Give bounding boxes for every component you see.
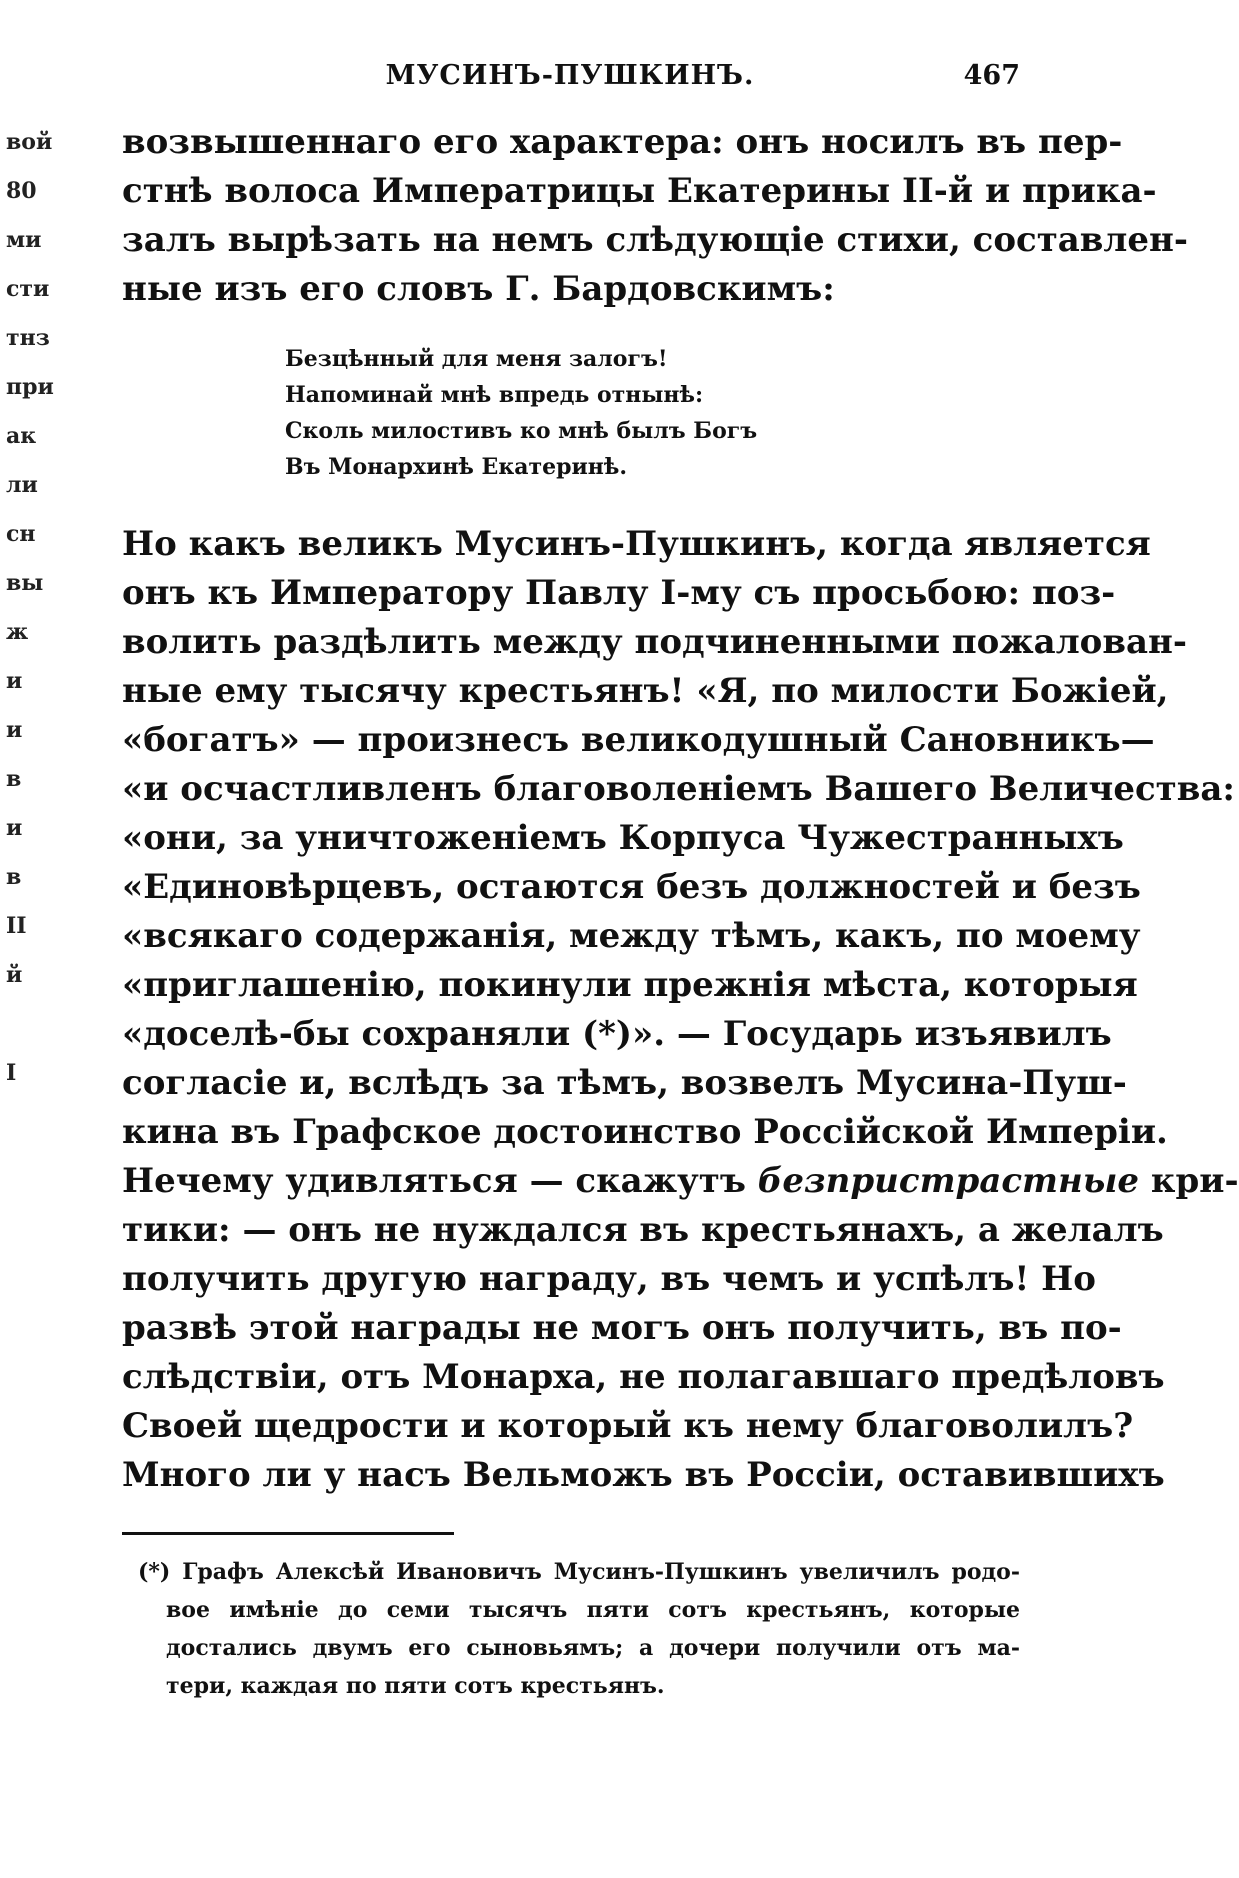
margin-fragment: ми: [6, 227, 42, 253]
margin-fragment: и: [6, 717, 23, 743]
page-number: 467: [963, 60, 1020, 91]
text-line: стнѣ волоса Императрицы Екатерины II-й и прика-: [122, 171, 1157, 211]
text-line: тики: — онъ не нуждался въ крестьянахъ, а желалъ: [122, 1210, 1164, 1250]
text-line: согласіе и, вслѣдъ за тѣмъ, возвелъ Мусина-Пуш-: [122, 1063, 1127, 1103]
italic-word: безпристрастные: [757, 1161, 1140, 1201]
verse-line: Напоминай мнѣ впредь отнынѣ:: [285, 382, 704, 408]
margin-fragment: при: [6, 374, 54, 400]
text-line: кина въ Графское достоинство Россійской Имперіи.: [122, 1112, 1168, 1152]
text-line: «Единовѣрцевъ, остаются безъ должностей и безъ: [122, 867, 1141, 907]
text-line: ные изъ его словъ Г. Бардовскимъ:: [122, 269, 835, 309]
margin-fragment: I: [6, 1060, 17, 1086]
text-line: Своей щедрости и который къ нему благоволилъ?: [122, 1406, 1134, 1446]
margin-fragment: 80: [6, 178, 37, 204]
footnote-line: (*) Графъ Алексѣй Ивановичъ Мусинъ-Пушкинъ увеличилъ родо-: [138, 1559, 1020, 1585]
verse-inscription: [285, 341, 845, 485]
running-title: МУСИНЪ-ПУШКИНЪ.: [385, 60, 755, 91]
adjacent-page-margin-fragments: [6, 118, 56, 1098]
text-line: «и осчастливленъ благоволеніемъ Вашего Величества:: [122, 769, 1235, 809]
verse-line: Сколь милостивъ ко мнѣ былъ Богъ: [285, 418, 758, 444]
footnote-line: достались двумъ его сыновьямъ; а дочери получили отъ ма-: [166, 1635, 1020, 1661]
text-line: получить другую награду, въ чемъ и успѣлъ! Но: [122, 1259, 1096, 1299]
margin-fragment: и: [6, 668, 23, 694]
margin-fragment: вы: [6, 570, 44, 596]
paragraph-1: [122, 118, 1189, 314]
margin-fragment: в: [6, 766, 22, 792]
margin-fragment: ли: [6, 472, 38, 498]
text-line: Но какъ великъ Мусинъ-Пушкинъ, когда является: [122, 524, 1151, 564]
margin-fragment: сти: [6, 276, 50, 302]
text-line: развѣ этой награды не могъ онъ получить, въ по-: [122, 1308, 1122, 1348]
margin-fragment: ак: [6, 423, 37, 449]
text-segment: кри-: [1150, 1161, 1239, 1201]
text-line: волить раздѣлить между подчиненными пожалован-: [122, 622, 1187, 662]
text-line: «доселѣ-бы сохраняли (*)». — Государь изъявилъ: [122, 1014, 1112, 1054]
margin-fragment: сн: [6, 521, 36, 547]
margin-fragment: тнз: [6, 325, 50, 351]
text-segment: Нечему удивляться — скажутъ: [122, 1161, 746, 1201]
text-line: «всякаго содержанія, между тѣмъ, какъ, по моему: [122, 916, 1141, 956]
margin-fragment: [6, 1000, 56, 1049]
text-line-with-italic: [122, 1157, 1239, 1206]
text-line: «они, за уничтоженіемъ Корпуса Чужестранныхъ: [122, 818, 1124, 858]
margin-fragment: II: [6, 913, 27, 939]
footnote: [138, 1553, 1020, 1705]
footnote-line: вое имѣніе до семи тысячъ пяти сотъ крестьянъ, которые: [166, 1597, 1020, 1623]
footnote-line: тери, каждая по пяти сотъ крестьянъ.: [166, 1673, 665, 1699]
paragraph-2: [122, 520, 1239, 1500]
margin-fragment: вой: [6, 129, 53, 155]
running-head: [120, 60, 1020, 100]
margin-fragment: в: [6, 864, 22, 890]
text-line: онъ къ Императору Павлу I-му съ просьбою: поз-: [122, 573, 1116, 613]
margin-fragment: й: [6, 962, 23, 988]
margin-fragment: ж: [6, 619, 29, 645]
footnote-divider: [122, 1532, 454, 1535]
text-line: залъ вырѣзать на немъ слѣдующіе стихи, составлен-: [122, 220, 1189, 260]
text-line: «богатъ» — произнесъ великодушный Сановникъ—: [122, 720, 1155, 760]
text-line: слѣдствіи, отъ Монарха, не полагавшаго предѣловъ: [122, 1357, 1165, 1397]
verse-line: Безцѣнный для меня залогъ!: [285, 346, 668, 372]
text-line: возвышеннаго его характера: онъ носилъ въ пер-: [122, 122, 1123, 162]
text-line: «приглашенію, покинули прежнія мѣста, которыя: [122, 965, 1138, 1005]
verse-line: Въ Монархинѣ Екатеринѣ.: [285, 454, 628, 480]
text-line: Много ли у насъ Вельможъ въ Россіи, оставившихъ: [122, 1455, 1165, 1495]
margin-fragment: и: [6, 815, 23, 841]
text-line: ные ему тысячу крестьянъ! «Я, по милости Божіей,: [122, 671, 1169, 711]
